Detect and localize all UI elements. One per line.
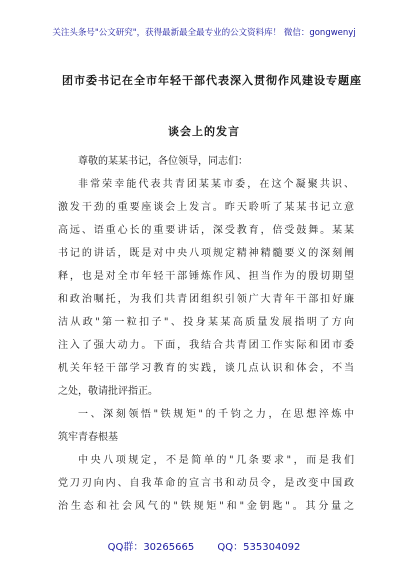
qq-group-number: QQ群：30265665 <box>107 542 195 553</box>
document-body <box>58 150 354 518</box>
body-line: 释，也是对全市年轻干部锤炼作风、担当作为的殷切期望 <box>58 271 354 282</box>
qq-number: QQ：535304092 <box>217 542 301 553</box>
promo-header: 关注头条号"公文研究"，获得最新最全最专业的公文资料库！ 微信：gongwenyj <box>52 28 356 38</box>
body-line: 高远、语重心长的重要讲话，深受教育，倍受鼓舞。某某 <box>58 225 354 236</box>
section-heading-line: 筑牢青春根基 <box>58 432 118 443</box>
body-line: 注入了强大动力。下面，我结合共青团工作实际和团市委 <box>58 340 354 351</box>
body-line: 激发干劲的重要座谈会上发言。昨天聆听了某某书记立意 <box>58 202 354 213</box>
body-line: 非常荣幸能代表共青团某某市委，在这个凝聚共识、 <box>78 179 354 190</box>
body-line: 和政治嘱托，为我们共青团组织引领广大青年干部扣好廉 <box>58 294 354 305</box>
salutation-line: 尊敬的某某书记，各位领导，同志们： <box>78 156 248 167</box>
body-line: 之处，敬请批评指正。 <box>58 386 158 397</box>
contact-footer <box>0 538 408 553</box>
document-subtitle: 谈会上的发言 <box>168 125 240 138</box>
body-line: 中央八项规定，不是简单的"几条要求"，而是我们 <box>78 455 354 466</box>
body-line: 机关年轻干部学习教育的实践，谈几点认识和体会，不当 <box>58 363 354 374</box>
body-line: 治生态和社会风气的"铁规矩"和"金钥匙"。其分量之 <box>58 501 354 512</box>
document-title: 团市委书记在全市年轻干部代表深入贯彻作风建设专题座 <box>62 74 362 87</box>
body-line: 洁从政"第一粒扣子"、投身某某高质量发展指明了方向 <box>58 317 354 328</box>
body-line: 党刀刃向内、自我革命的宣言书和动员令，是改变中国政 <box>58 478 354 489</box>
body-line: 书记的讲话，既是对中央八项规定精神精髓要义的深刻阐 <box>58 248 354 259</box>
section-heading-line: 一、深刻领悟"铁规矩"的千钧之力，在思想淬炼中 <box>78 409 354 420</box>
